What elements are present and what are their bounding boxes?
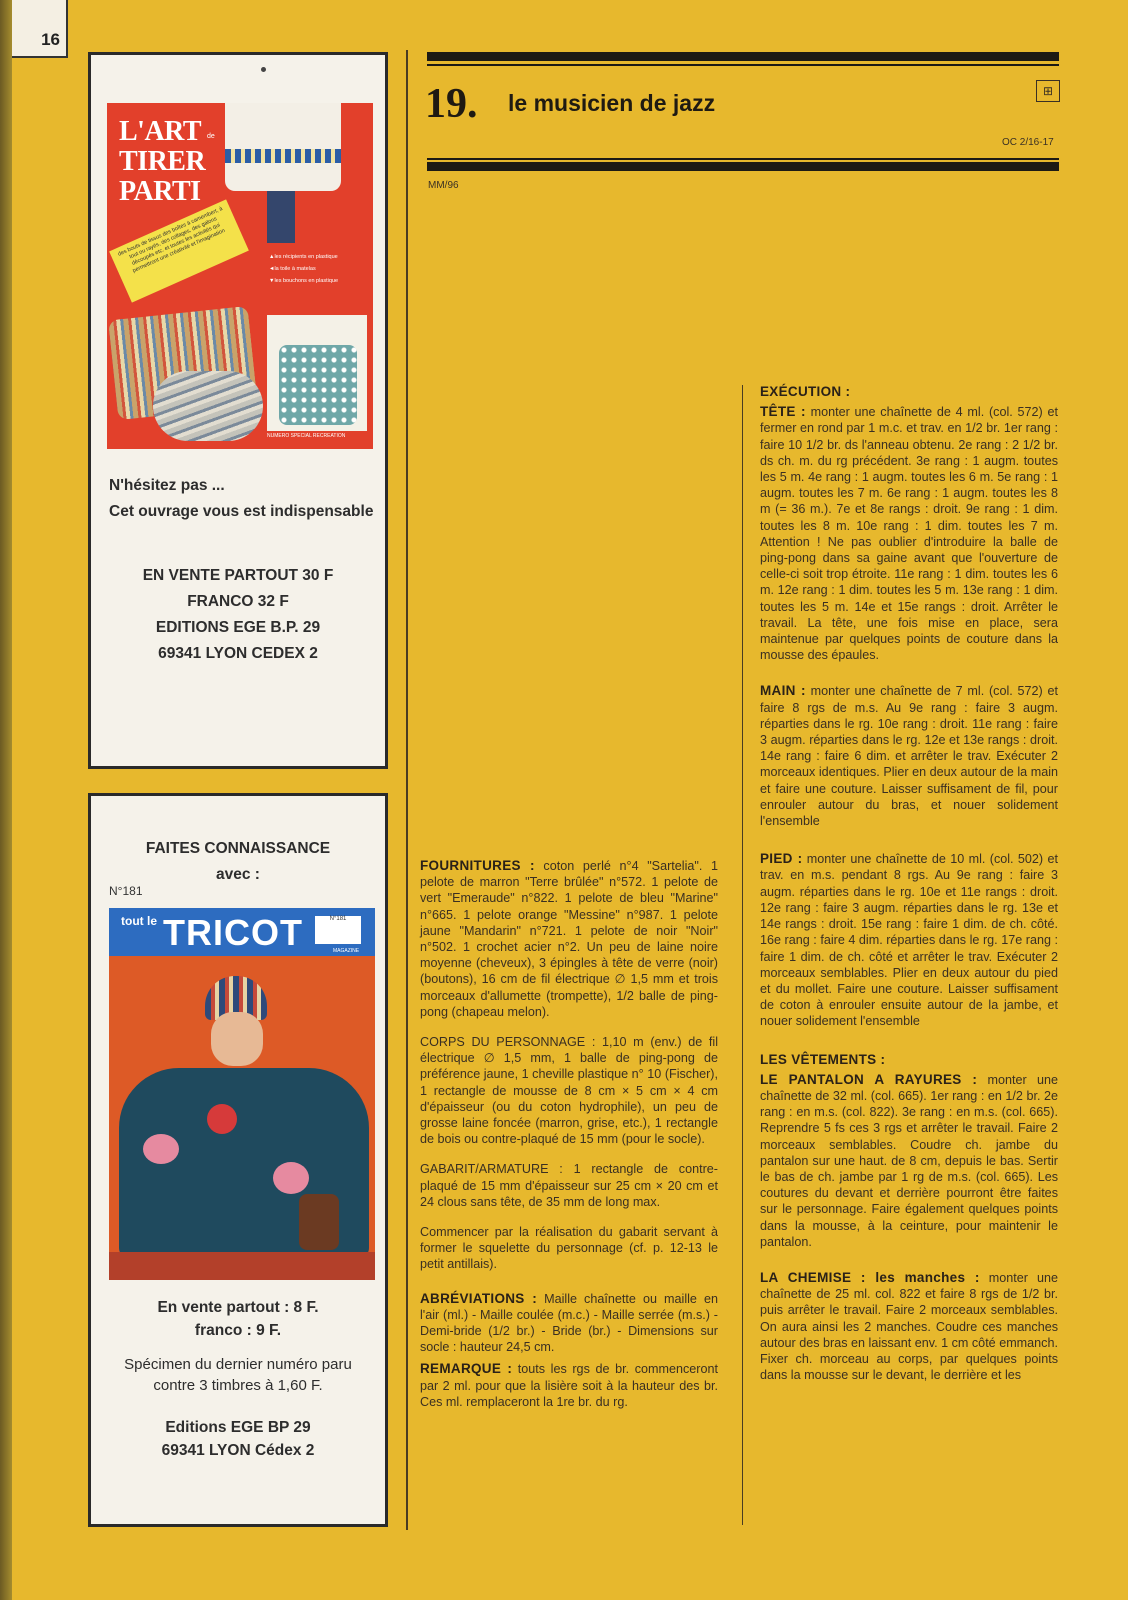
heading-line1: FAITES CONNAISSANCE <box>145 840 331 857</box>
header-rule-thin <box>427 64 1059 66</box>
remarque-text: touts les rgs de br. commenceront par 2 ml. pour que la lisière soit à la hauteur des br. Ces ml. remplaceront la 1re br. du rg. <box>420 1362 718 1409</box>
article-reference: OC 2/16-17 <box>1002 137 1054 148</box>
cover-bottom <box>109 1252 375 1280</box>
franco-line: franco : 9 F. <box>194 1322 282 1339</box>
column-divider <box>406 50 408 1530</box>
cover-list-item: ▼les bouchons en plastique <box>269 278 339 284</box>
fournitures-text: coton perlé n°4 "Sartelia". 1 pelote de marron "Terre brûlée" n°572. 1 pelote de vert "Emeraude" n°822. 1 pelote de bleu "Marine" n°665. 1 pelote orange "Messine" n°987. 1 pelote jaune "Mandarin" n°721. 1 pelote de noir "Noir" n°502. 1 crochet acier n°2. Un peu de laine noire moyenne (cheveux), 3 épingles à tête de verre (noir) (boutons), 16 cm de fil électrique ∅ 1,5 mm et trois morceaux d'allumette (trompette), 1/2 balle de ping-pong (chapeau melon). <box>420 859 718 1019</box>
dot-mark <box>261 67 266 72</box>
page-number: 16 <box>41 30 60 49</box>
advert-heading <box>91 836 385 888</box>
remarque-heading: REMARQUE : <box>420 1361 513 1377</box>
tagline-line1: N'hésitez pas ... <box>109 477 225 494</box>
pied-text: monter une chaînette de 10 ml. (col. 502) et trav. en m.s. pendant 8 rgs. Au 9e rang : faire 3 augm. réparties dans le rg. 10e et 11e rangs : droit. 12e rang : faire 3 augm. réparties dans le rg. 13e et 14e rangs : droit. 15e rang : faire 1 dim. de ch. côté. 16e rang : faire 4 dim. réparties dans le rg. 17e rang : faire 1 dim. de ch. côté et arrêter le trav. Exécuter 2 morceaux semblables. Plier en deux autour du pied et du mollet. Faire une couture. Laisser suffisament de coton à enrouler ensuite autour de la jambe, et nouer solidement l'ensemble <box>760 852 1058 1029</box>
issue-number: N°181 <box>109 884 143 898</box>
stamps-line: contre 3 timbres à 1,60 F. <box>153 1377 323 1394</box>
price-line: En vente partout : 8 F. <box>157 1299 319 1316</box>
heading-line2: avec : <box>216 866 260 883</box>
fournitures-heading: FOURNITURES : <box>420 858 535 873</box>
inner-column-divider <box>742 385 743 1525</box>
corps-text: CORPS DU PERSONNAGE : 1,10 m (env.) de fil électrique ∅ 1,5 mm, 1 balle de ping-pong de préférence jaune, 1 cheville plastique n° 10 (Fischer), 1 rectangle de mousse de 8 cm × 5 cm × 4 cm d'épaisseur (ou du coton hydrophile), un peu de grosse laine foncée (marron, grise, etc.), 1 rectangle de bois ou contre-plaqué de 15 mm (pour le socle). <box>420 1035 718 1147</box>
tagline-line2: Cet ouvrage vous est indispensable <box>109 503 374 520</box>
publisher-line: EDITIONS EGE B.P. 29 <box>155 619 321 636</box>
cover-title <box>119 117 205 207</box>
masthead-badge <box>315 916 361 944</box>
publisher-line: Editions EGE BP 29 <box>165 1419 311 1436</box>
vetements-heading: LES VÊTEMENTS : <box>760 1051 886 1067</box>
model-face <box>211 1012 263 1066</box>
lamp-base <box>267 191 295 243</box>
masthead-small: tout le <box>121 914 157 928</box>
lampshade-photo <box>225 103 341 191</box>
article-number: 19. <box>425 81 478 127</box>
pied-heading: PIED : <box>760 851 803 867</box>
book-advert <box>88 52 388 769</box>
abreviations-text: Maille chaînette ou maille en l'air (ml.) - Maille coulée (m.c.) - Maille serrée (m.s.) - Demi-bride (1/2 br.) - Bride (br.) - Dimensions sur socle : hauteur 24,5 cm. <box>420 1291 718 1355</box>
advert-address <box>91 563 385 667</box>
advert-tagline <box>109 473 373 525</box>
article-code: MM/96 <box>428 180 459 191</box>
cover-list-item: ◄la toile à matelas <box>269 266 316 272</box>
tete-text: monter une chaînette de 4 ml. (col. 572) et fermer en rond par 1 m.c. et trav. en 1/2 br. 1er rang : faire 10 1/2 br. ds l'anneau obtenu. 2e rang : 2 1/2 br. ds ch. m. du rg précédent. 3e rang : 1 augm. toutes les 5 m. 4e rang : 1 augm. toutes les 6 m. 5e rang : 1 augm. toutes les 7 m. 6e rang : 1 augm. toutes les 8 m (= 36 m.). 7e et 8e rangs : droit. 9e rang : 1 dim. toutes les 8 m. 10e rang : 1 dim. toutes les 7 m. Attention ! Ne pas oublier d'introduire la balle de ping-pong dans sa gaine avant que l'ouverture de celle-ci soit trop étroite. 11e rang : 1 dim. toutes les 6 m. 12e rang : 1 dim. toutes les 5 m. 13e rang : 1 dim. toutes les 5 m. 14e et 15e rangs : droit. Arrêter le travail. La tête, une fois mise en place, sera maintenue par quelques points de couture dans la mousse des épaules. <box>760 405 1058 663</box>
city-line: 69341 LYON Cédex 2 <box>161 1442 315 1459</box>
cover-title-line: TIRER <box>119 146 206 177</box>
patterned-bag <box>279 345 357 425</box>
main-text: monter une chaînette de 7 ml. (col. 572) et faire 8 rgs de m.s. Au 9e rang : faire 3 augm. réparties dans le rg. 10e rang : droit. 11e rang : faire 3 augm. réparties dans le rg. 12e et 13e rangs : droit. 14e rang : faire 6 dim. et arrêter le trav. Exécuter 2 morceaux identiques. Plier en deux autour de la main et faire une couture. Laisser suffisament de fil, pour enrouler autour du bras, et nouer solidement l'ensemble <box>760 684 1059 829</box>
advert-specimen <box>91 1354 385 1396</box>
pantalon-text: monter une chaînette de 32 ml. (col. 665). 1er rang : en 1/2 br. 2e rang : en m.s. (col. 822). 3e rang : en m.s. (col. 665). Reprendre 5 fs ces 3 rgs et arrêter le travail. Faire 2 morceaux semblables. Coudre ch. jambe du pantalon sur une haut. de 8 cm, depuis le bas. Sertir le bas de ch. jambe par 1 rg de m.s. (col. 665). Les coutures du devant et derrière pourront être faites sur le personnage. Faire également quelques points dans la mousse, à la ceinture, pour maintenir le pantalon. <box>760 1072 1058 1249</box>
header-rule-bottom <box>427 162 1059 171</box>
pattern-grid-icon: ⊞ <box>1036 80 1060 102</box>
abreviations-heading: ABRÉVIATIONS : <box>420 1290 538 1306</box>
tete-heading: TÊTE : <box>760 404 806 420</box>
cover-badge: des bouts de tissus des boîtes à camembert, à tout ou rayés, des collages, des galons découpés etc. et toutes les activités qui permettront une créativité et l'imagination <box>109 199 249 302</box>
book-cover-image <box>107 103 373 449</box>
cover-title-line: PARTI <box>119 176 201 207</box>
gabarit-text: GABARIT/ARMATURE : 1 rectangle de contre-plaqué de 15 mm d'épaisseur sur 25 cm × 20 cm et 24 clous sans tête, de 35 mm de long max. <box>420 1162 718 1209</box>
masthead-magazine: MAGAZINE <box>333 948 360 954</box>
round-cushion <box>153 371 263 441</box>
advert-price <box>91 1296 385 1342</box>
materials-column <box>420 858 718 1424</box>
leather-bag <box>299 1194 339 1250</box>
cover-title-line: L'ART <box>119 116 202 147</box>
cover-list-item: ▲les récipients en plastique <box>269 254 338 260</box>
cover-small-word: de <box>207 133 215 140</box>
chemise-text: monter une chaînette de 25 ml. col. 822 et faire 8 rgs de 1/2 br. puis arrêter le travail. Faire 2 morceaux semblables. On aura ainsi les 2 manches. Coudre ces manches autour des bras en laissant env. 1 cm côté emmanch. Fixer ch. morceau au corps, par quelques points dans la mousse sur le devant, le derrière et les <box>760 1270 1058 1383</box>
franco-line: FRANCO 32 F <box>187 593 289 610</box>
badge-text: N°181 <box>329 916 347 922</box>
cover-footer: NUMERO SPECIAL RECREATION <box>267 433 346 439</box>
page-edge <box>0 0 12 1600</box>
header-rule-thin <box>427 158 1059 160</box>
cover-list <box>269 251 338 287</box>
header-rule-top <box>427 52 1059 61</box>
commencer-text: Commencer par la réalisation du gabarit servant à former le squelette du personnage (cf. p. 12-13 le petit antillais). <box>420 1225 718 1272</box>
city-line: 69341 LYON CEDEX 2 <box>158 645 318 662</box>
price-line: EN VENTE PARTOUT 30 F <box>142 567 334 584</box>
sweater-flower <box>207 1104 237 1134</box>
sweater-flower <box>143 1134 179 1164</box>
main-heading: MAIN : <box>760 683 806 699</box>
masthead-title: TRICOT <box>163 912 303 953</box>
magazine-advert <box>88 793 388 1527</box>
specimen-line: Spécimen du dernier numéro paru <box>124 1356 352 1373</box>
sweater-flower <box>273 1162 309 1194</box>
pantalon-heading: LE PANTALON A RAYURES : <box>760 1071 978 1087</box>
magazine-cover-image <box>109 908 375 1280</box>
instructions-column <box>760 384 1058 1397</box>
article-title: le musicien de jazz <box>508 90 716 116</box>
chemise-heading: LA CHEMISE : les manches : <box>760 1269 980 1285</box>
execution-heading: EXÉCUTION : <box>760 384 851 399</box>
page-number-box <box>12 0 68 58</box>
lampshade-band <box>225 149 341 163</box>
advert-address <box>91 1416 385 1462</box>
